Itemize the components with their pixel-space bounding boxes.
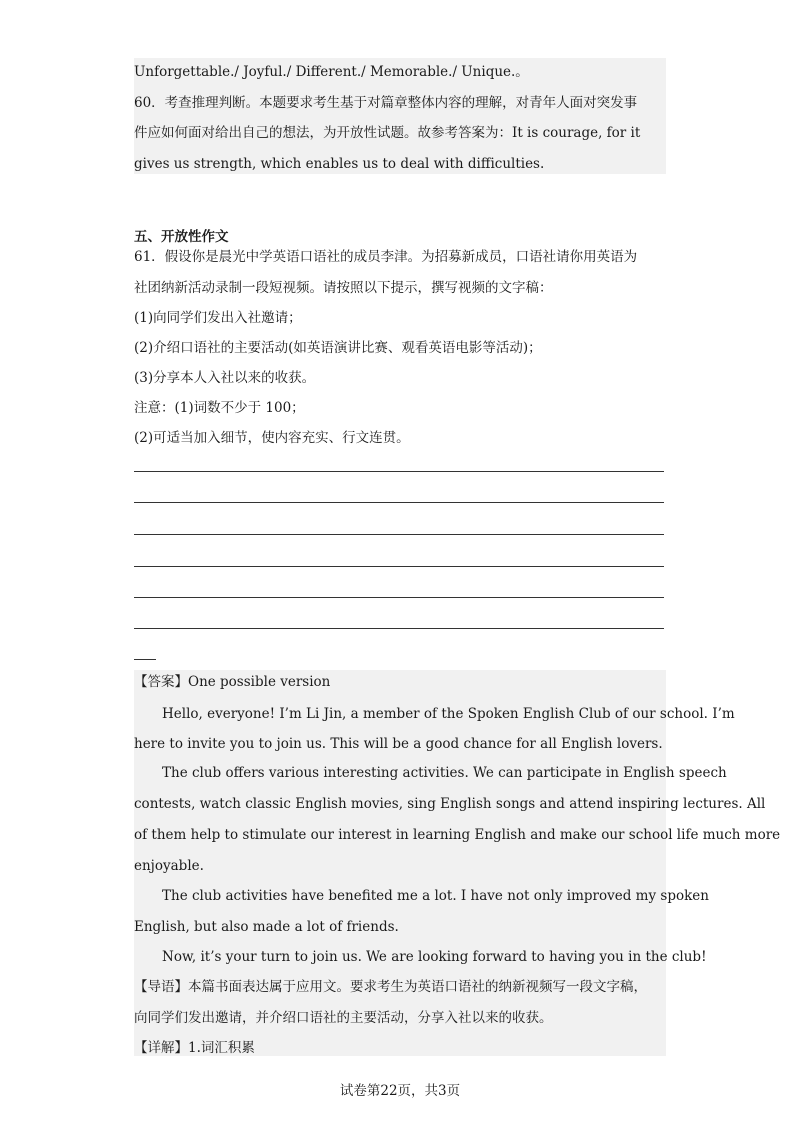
requirement-item: (2)介绍口语社的主要活动(如英语演讲比赛、观看英语电影等活动)； xyxy=(134,340,542,356)
answer-label: 【答案】One possible version xyxy=(134,674,331,690)
question-text: 社团纳新活动录制一段短视频。请按照以下提示，撰写视频的文字稿： xyxy=(134,280,553,296)
answer-line-end xyxy=(134,659,156,660)
answer-paragraph: of them help to stimulate our interest in learning English and make our school life much more xyxy=(134,827,781,843)
guide-text: 【导语】本篇书面表达属于应用文。要求考生为英语口语社的纳新视频写一段文字稿， xyxy=(134,979,647,995)
answer-paragraph: The club activities have benefited me a lot. I have not only improved my spoken xyxy=(162,888,709,904)
answer-paragraph: here to invite you to join us. This will be a good chance for all English lovers. xyxy=(134,736,663,752)
answer-block xyxy=(134,670,666,1056)
answer-line xyxy=(134,628,664,629)
analysis-line: gives us strength, which enables us to deal with difficulties. xyxy=(134,156,545,172)
analysis-line: Unforgettable./ Joyful./ Different./ Memorable./ Unique.。 xyxy=(134,64,529,80)
page-footer: 试卷第22页，共3页 xyxy=(339,1083,461,1099)
requirement-item: (3)分享本人入社以来的收获。 xyxy=(134,370,316,386)
answer-paragraph: enjoyable. xyxy=(134,858,204,874)
note-text: (2)可适当加入细节，使内容充实、行文连贯。 xyxy=(134,430,410,446)
answer-paragraph: The club offers various interesting activities. We can participate in English speech xyxy=(162,765,727,781)
guide-text: 向同学们发出邀请，并介绍口语社的主要活动，分享入社以来的收获。 xyxy=(134,1010,553,1026)
answer-line xyxy=(134,471,664,472)
requirement-item: (1)向同学们发出入社邀请； xyxy=(134,310,302,326)
answer-paragraph: Hello, everyone! I’m Li Jin, a member of the Spoken English Club of our school. I’m xyxy=(162,706,735,722)
answer-line xyxy=(134,534,664,535)
answer-paragraph: English, but also made a lot of friends. xyxy=(134,919,399,935)
analysis-line: 60．考查推理判断。本题要求考生基于对篇章整体内容的理解，对青年人面对突发事 xyxy=(134,95,638,111)
note-text: 注意：(1)词数不少于 100； xyxy=(134,400,305,416)
analysis-line: 件应如何面对给出自己的想法，为开放性试题。故参考答案为：It is courage, for it xyxy=(134,125,641,141)
detail-label: 【详解】1.词汇积累 xyxy=(134,1040,255,1056)
answer-line xyxy=(134,597,664,598)
section-heading: 五、开放性作文 xyxy=(134,229,229,245)
answer-line xyxy=(134,502,664,503)
answer-paragraph: Now, it’s your turn to join us. We are looking forward to having you in the club! xyxy=(162,949,707,965)
question-text: 61．假设你是晨光中学英语口语社的成员李津。为招募新成员，口语社请你用英语为 xyxy=(134,249,638,265)
answer-paragraph: contests, watch classic English movies, sing English songs and attend inspiring lectures. All xyxy=(134,796,766,812)
answer-line xyxy=(134,566,664,567)
